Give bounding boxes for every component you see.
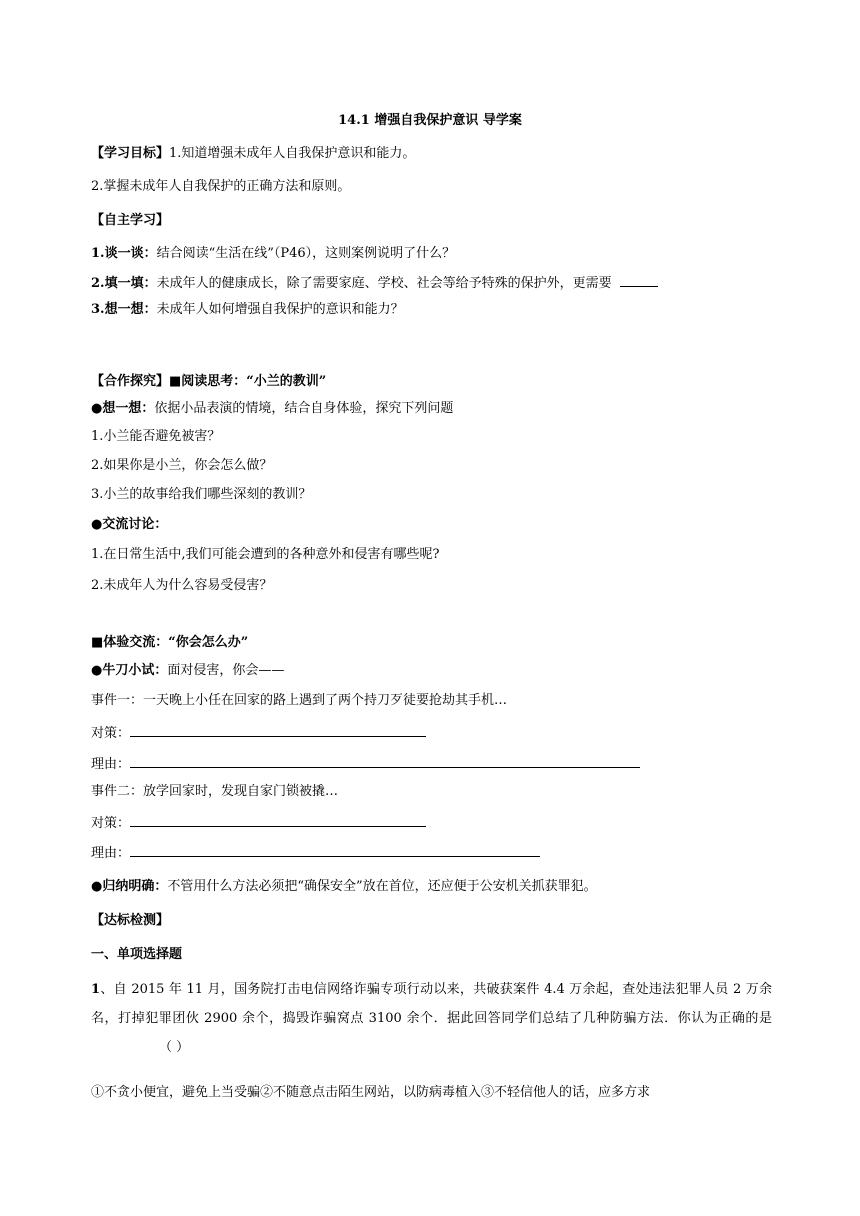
strategy-label: 对策： — [91, 816, 131, 831]
coop-think — [91, 399, 772, 419]
reason-blank-2[interactable] — [130, 842, 540, 857]
discuss-label: ●交流讨论： — [91, 517, 168, 532]
page-title: 14.1 增强自我保护意识 导学案 — [338, 113, 522, 128]
try-line — [91, 661, 772, 681]
try-label: ●牛刀小试： — [91, 663, 168, 678]
q1-text: 结合阅读“生活在线”（P46），这则案例说明了什么？ — [156, 246, 456, 261]
try-text: 面对侵害，你会—— — [167, 663, 285, 678]
discuss-q2: 2.未成年人为什么容易受侵害？ — [91, 578, 273, 593]
event1-reason — [91, 753, 772, 775]
reason-label: 理由： — [91, 846, 131, 861]
q3-label: 3.想一想： — [91, 302, 157, 317]
q2-label: 2.填一填： — [91, 276, 157, 291]
event1-strategy — [91, 722, 772, 744]
event2-strategy — [91, 812, 772, 834]
think-label: ●想一想： — [91, 401, 155, 416]
event-2: 事件二：放学回家时，发现自家门锁被撬… — [91, 784, 339, 799]
strategy-label: 对策： — [91, 726, 131, 741]
experience-heading: ■体验交流：“你会怎么办” — [91, 635, 249, 650]
q1-label: 1.谈一谈： — [91, 246, 157, 261]
goals-label: 【学习目标】 — [91, 146, 170, 161]
fill-blank[interactable] — [620, 272, 658, 287]
goal-item-1: 1.知道增强未成年人自我保护意识和能力。 — [169, 146, 416, 161]
test-section: 一、单项选择题 — [91, 947, 183, 962]
question-text: 、自 2015 年 11 月，国务院打击电信网络诈骗专项行动以来，共破获案件 4.4 万余起，查处违法犯罪人员 2 万余名，打掉犯罪团伙 2900 余个，捣毁诈骗窝点 3100 余个．据此回答同学们总结了几种防骗方法．你认为正确的是 — [91, 982, 772, 1026]
strategy-blank-1[interactable] — [130, 722, 426, 737]
goal-item-2: 2.掌握未成年人自我保护的正确方法和原则。 — [91, 179, 351, 194]
goals-line-1 — [91, 144, 772, 164]
conclude-line — [91, 877, 772, 897]
event2-reason — [91, 842, 772, 864]
self-study-heading: 【自主学习】 — [91, 213, 170, 228]
think-text: 依据小品表演的情境，结合自身体验，探究下列问题 — [154, 401, 454, 416]
test-question-1 — [91, 975, 772, 1062]
question-number: 1 — [91, 982, 101, 997]
coop-q3: 3.小兰的故事给我们哪些深刻的教训？ — [91, 487, 312, 502]
reason-label: 理由： — [91, 757, 131, 772]
self-study-q2 — [91, 272, 772, 294]
self-study-q3 — [91, 300, 772, 320]
coop-q2: 2.如果你是小兰，你会怎么做？ — [91, 458, 273, 473]
answer-paren[interactable]: （ ） — [159, 1040, 190, 1055]
question-options: ①不贪小便宜，避免上当受骗②不随意点击陌生网站，以防病毒植入③不轻信他人的话，应多方求 — [91, 1085, 651, 1100]
self-study-q1 — [91, 244, 772, 264]
coop-heading: 【合作探究】■阅读思考：“小兰的教训” — [91, 374, 327, 389]
event-1: 事件一：一天晚上小任在回家的路上遇到了两个持刀歹徒要抢劫其手机… — [91, 693, 508, 708]
strategy-blank-2[interactable] — [130, 812, 426, 827]
coop-q1: 1.小兰能否避免被害？ — [91, 429, 221, 444]
q3-text: 未成年人如何增强自我保护的意识和能力？ — [156, 302, 404, 317]
test-heading: 【达标检测】 — [91, 913, 170, 928]
conclude-label: ●归纳明确： — [91, 879, 168, 894]
conclude-text: 不管用什么方法必须把“确保安全”放在首位，还应便于公安机关抓获罪犯。 — [167, 879, 597, 894]
q2-text: 未成年人的健康成长，除了需要家庭、学校、社会等给予特殊的保护外，更需要 — [156, 276, 612, 291]
reason-blank-1[interactable] — [130, 753, 640, 768]
discuss-q1: 1.在日常生活中,我们可能会遭到的各种意外和侵害有哪些呢? — [91, 547, 440, 562]
